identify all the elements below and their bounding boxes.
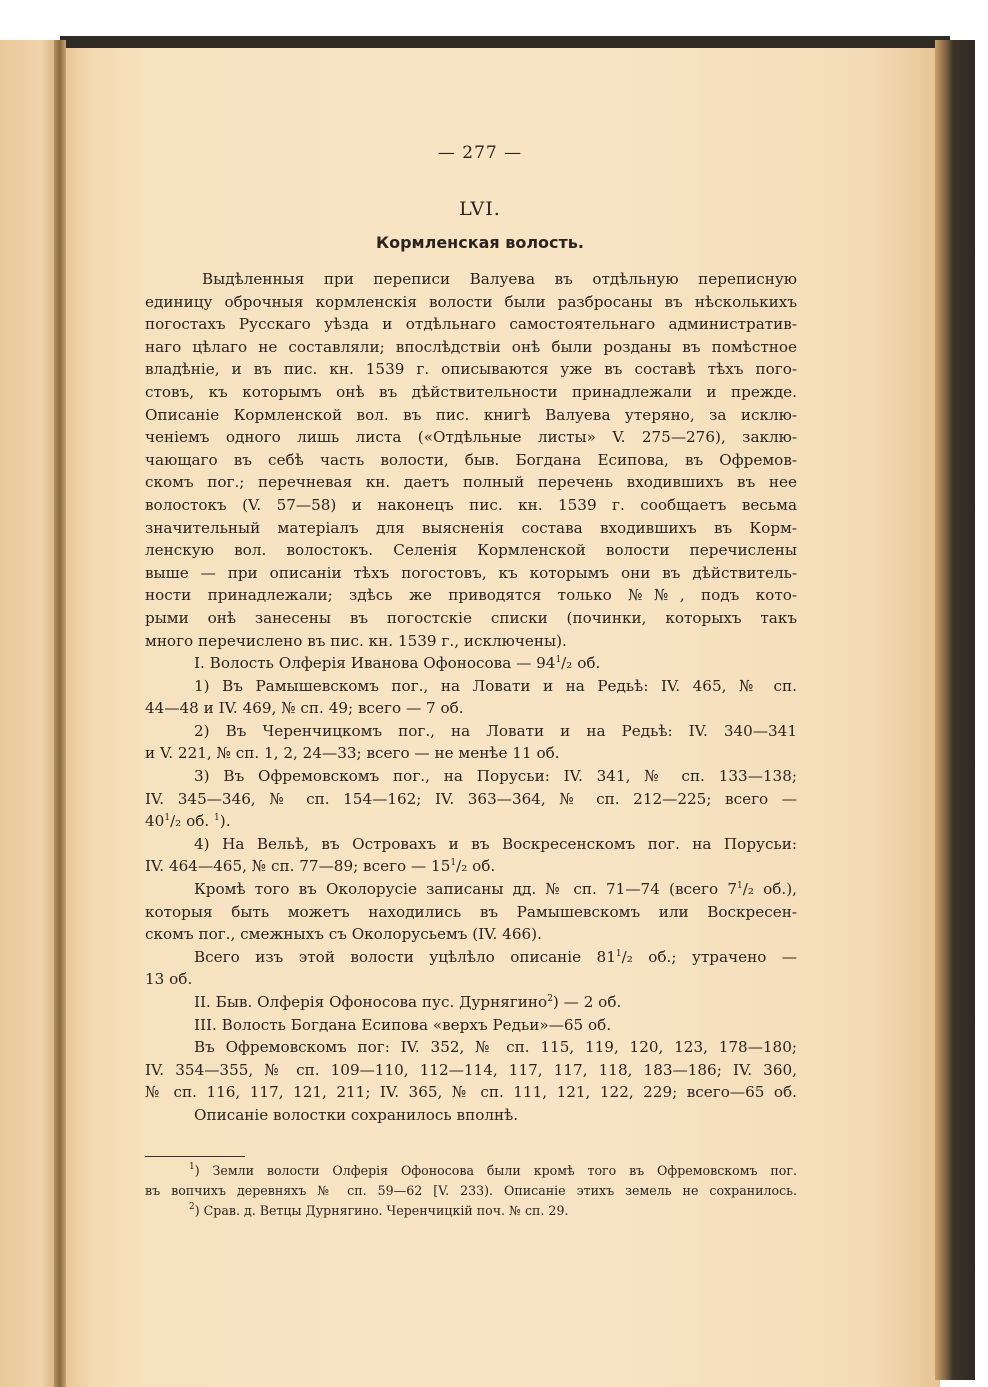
text-line: волостокъ (V. 57—58) и наконецъ пис. кн. 1539 г. сообщаетъ весьма: [145, 495, 797, 514]
book-gutter: [54, 40, 66, 1387]
text-line: № сп. 116, 117, 121, 211; IV. 365, № сп. 111, 121, 122, 229; всего—65 об.: [145, 1083, 797, 1102]
text-line: 44—48 и IV. 469, № сп. 49; всего — 7 об.: [145, 699, 464, 718]
item-1: [145, 652, 797, 991]
text-line: IV. 345—346, № сп. 154—162; IV. 363—364, № сп. 212—225; всего —: [145, 789, 797, 808]
text-line: ности принадлежали; здѣсь же приводятся только №№, подъ кото-: [145, 586, 797, 605]
text-line: рыми онѣ занесены въ погостскіе списки (починки, которыхъ такъ: [145, 608, 797, 627]
text-line: и V. 221, № сп. 1, 2, 24—33; всего — не менѣе 11 об.: [145, 744, 560, 763]
footnote-ref: 2: [547, 994, 553, 1004]
text-line: наго цѣлаго не составляли; впослѣдствіи онѣ были розданы въ помѣстное: [145, 337, 797, 356]
text-line: IV. 354—355, № сп. 109—110, 112—114, 117, 117, 118, 183—186; IV. 360,: [145, 1060, 797, 1079]
text-line: Всего изъ этой волости уцѣлѣло описаніе $81^1/_2$ об.; утрачено —: [194, 947, 797, 966]
page-number: — 277 —: [437, 143, 523, 163]
footnote-1-cont: въ вопчихъ деревняхъ № сп. 59—62 [V. 233). Описаніе этихъ земель не сохранилось.: [145, 1183, 797, 1198]
text-line: Описаніе Кормленской вол. въ пис. книгѣ Валуева утеряно, за исклю-: [145, 405, 797, 424]
text-line: Въ Офремовскомъ пог: IV. 352, № сп. 115, 119, 120, 123, 178—180;: [194, 1038, 797, 1057]
text-line: 4) На Вельѣ, въ Островахъ и въ Воскресенскомъ пог. на Порусьи:: [194, 834, 797, 853]
book-cover-right-edge: [935, 40, 975, 1380]
footnote-2: $^2$) Срав. д. Ветцы Дурнягино. Черенчицкій поч. № сп. 29.: [189, 1202, 569, 1218]
text-line: погостахъ Русскаго уѣзда и отдѣльнаго самостоятельнаго административ-: [145, 315, 797, 334]
text-line: Описаніе волостки сохранилось вполнѣ.: [194, 1105, 519, 1124]
item-1-heading: I. Волость Олферія Иванова Офоносова — $94^1/_2$ об.: [194, 654, 601, 673]
text-line: значительный матеріалъ для выясненія состава входившихъ въ Корм-: [145, 518, 797, 537]
text-line: ченіемъ одного лишь листа («Отдѣльные листы» V. 275—276), заклю-: [145, 428, 797, 447]
footnote-ref: 1: [214, 813, 220, 824]
text-line: IV. 464—465, № сп. 77—89; всего — $15^1/_2$ об.: [145, 857, 496, 876]
text-line: много перечислено въ пис. кн. 1539 г., исключены).: [145, 631, 567, 650]
section-number: LVI.: [459, 198, 501, 220]
item-2: II. Быв. Олферія Офоносова пус. Дурнягино$^2$) — 2 об.: [194, 993, 622, 1011]
text-line: скомъ пог., смежныхъ съ Околорусьемъ (IV. 466).: [145, 925, 542, 944]
text-line: стовъ, къ которымъ онѣ въ дѣйствительности принадлежали и прежде.: [145, 382, 797, 401]
footnote-1: $^1$) Земли волости Олферія Офоносова были кромѣ того въ Офремовскомъ пог.: [189, 1162, 797, 1178]
text-line: которыя быть можетъ находились въ Рамышевскомъ или Воскресен-: [145, 902, 797, 921]
text-line: чающаго въ себѣ часть волости, быв. Богдана Есипова, въ Офремов-: [145, 450, 797, 469]
section-title: Кормленская волость.: [376, 233, 584, 252]
text-line: 2) Въ Черенчицкомъ пог., на Ловати и на Редьѣ: IV. 340—341: [194, 721, 797, 740]
text-line: единицу оброчныя кормленскія волости были разбросаны въ нѣсколькихъ: [145, 292, 797, 311]
text-line: 1) Въ Рамышевскомъ пог., на Ловати и на Редьѣ: IV. 465, № сп.: [194, 676, 797, 695]
text-line: выше — при описаніи тѣхъ погостовъ, къ которымъ они въ дѣйствитель-: [145, 563, 797, 582]
text-line: ленскую вол. волостокъ. Селенія Кормленской волости перечислены: [145, 541, 797, 560]
intro-paragraph: [145, 268, 797, 652]
text-line: Кромѣ того въ Околорусіе записаны дд. № сп. 71—74 (всего $7^1/_2$ об.),: [194, 880, 797, 899]
text-line: владѣніе, и въ пис. кн. 1539 г. описываются уже въ составѣ тѣхъ пого-: [145, 360, 797, 379]
text-line: Выдѣленныя при переписи Валуева въ отдѣльную переписную: [202, 270, 797, 288]
body-text: [145, 268, 797, 1127]
text-line: $40^1/_2$ об. $^1$).: [145, 812, 231, 831]
footnote-divider: [145, 1156, 245, 1157]
scan-margin: [975, 0, 988, 1387]
text-line: скомъ пог.; перечневая кн. даетъ полный перечень входившихъ въ нее: [145, 473, 797, 492]
text-line: 3) Въ Офремовскомъ пог., на Порусьи: IV. 341, № сп. 133—138;: [194, 767, 797, 786]
footnotes: [145, 1156, 797, 1221]
left-page-edge: [0, 40, 58, 1387]
item-3: [145, 1014, 797, 1127]
text-line: 13 об.: [145, 970, 193, 989]
item-3-heading: III. Волость Богдана Есипова «верхъ Редьи»—65 об.: [194, 1015, 612, 1034]
